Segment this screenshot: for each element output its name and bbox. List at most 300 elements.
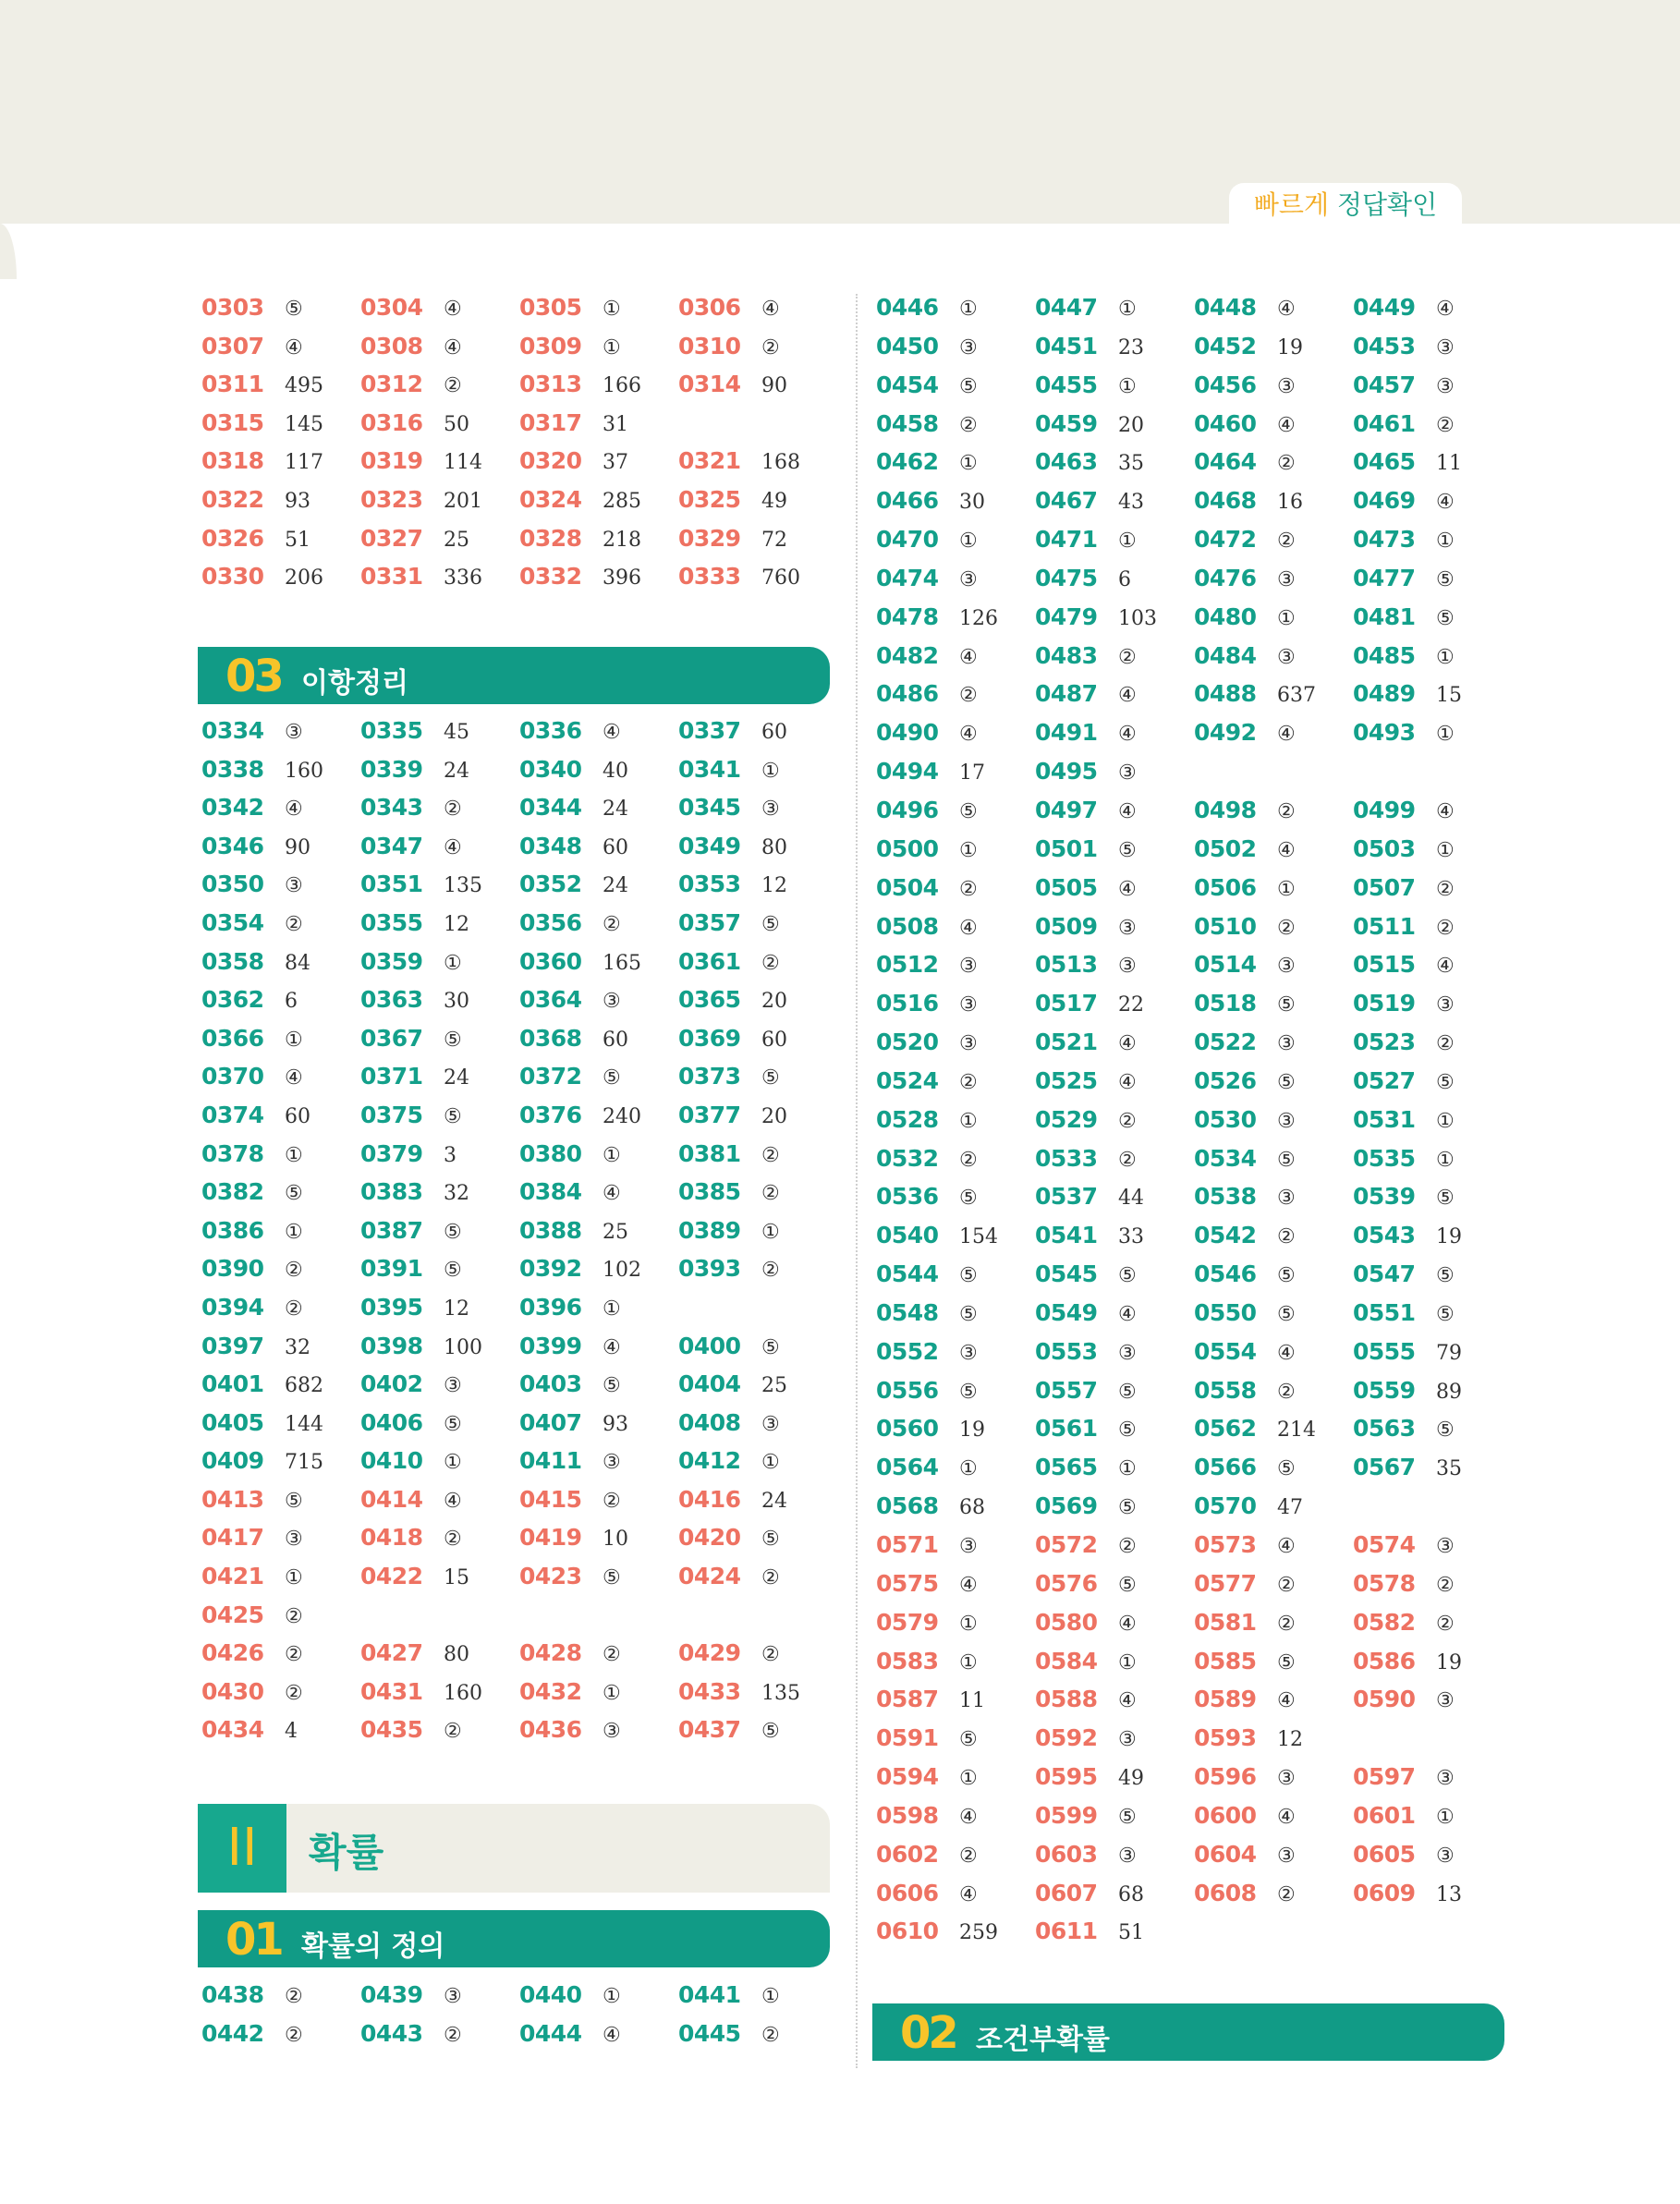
problem-number: 0335	[360, 717, 423, 744]
problem-number: 0328	[519, 524, 582, 552]
problem-number: 0355	[360, 908, 423, 936]
answer-item	[360, 1217, 462, 1244]
answer-item	[1035, 1609, 1137, 1636]
answer-value: ①	[1436, 645, 1455, 669]
problem-number: 0420	[678, 1524, 741, 1552]
column-divider	[856, 294, 858, 2068]
answer-item	[360, 2020, 462, 2047]
problem-number: 0303	[201, 294, 264, 321]
problem-number: 0321	[678, 447, 741, 475]
answer-value: ④	[1118, 684, 1137, 708]
answer-item	[1194, 642, 1296, 669]
answer-item	[519, 1025, 628, 1052]
section-number: 02	[900, 2007, 956, 2059]
answer-item	[1035, 1918, 1144, 1944]
answer-item	[1194, 1145, 1296, 1172]
answer-item	[678, 1409, 780, 1436]
answer-value: ②	[959, 684, 978, 708]
problem-number: 0421	[201, 1563, 264, 1590]
problem-number: 0393	[678, 1255, 741, 1283]
answer-value: ③	[1277, 955, 1296, 979]
chapter-number: II	[226, 1818, 258, 1878]
answer-value: ②	[1277, 799, 1296, 823]
answer-value: 201	[444, 489, 482, 513]
answer-value: ③	[959, 567, 978, 591]
problem-number: 0395	[360, 1293, 423, 1321]
problem-number: 0469	[1353, 487, 1416, 515]
problem-number: 0350	[201, 871, 264, 898]
answer-item	[201, 1333, 310, 1359]
answer-value: ②	[1277, 1612, 1296, 1636]
answer-item	[1353, 1338, 1462, 1365]
answer-item	[1353, 1299, 1455, 1326]
problem-number: 0386	[201, 1216, 264, 1244]
answer-item	[201, 1409, 323, 1436]
answer-value: ⑤	[1277, 1457, 1296, 1481]
answer-item	[1035, 1531, 1137, 1558]
answer-item	[876, 990, 978, 1017]
problem-number: 0389	[678, 1216, 741, 1244]
answer-item	[876, 1570, 978, 1597]
answer-item	[201, 1981, 303, 2008]
answer-value: ③	[1277, 645, 1296, 669]
answer-value: 60	[603, 1028, 628, 1052]
answer-item	[519, 1140, 621, 1167]
problem-number: 0311	[201, 371, 264, 398]
answer-item	[1353, 1029, 1455, 1055]
problem-number: 0374	[201, 1101, 264, 1128]
problem-number: 0325	[678, 485, 741, 513]
problem-number: 0516	[876, 990, 939, 1017]
answer-item	[1353, 1802, 1455, 1829]
answer-item	[1035, 913, 1137, 940]
answer-item	[678, 1639, 780, 1666]
answer-value: 126	[959, 606, 998, 630]
answer-item	[876, 1299, 978, 1326]
answer-value: ②	[285, 1297, 303, 1321]
answer-item	[201, 2020, 303, 2047]
problem-number: 0503	[1353, 834, 1416, 862]
answer-item	[1035, 797, 1137, 823]
problem-number: 0345	[678, 794, 741, 822]
answer-item	[360, 1524, 462, 1551]
answer-item	[360, 1716, 462, 1743]
answer-item	[1194, 1763, 1296, 1790]
answer-item	[360, 1178, 469, 1205]
problem-number: 0437	[678, 1716, 741, 1744]
answer-value: ④	[1436, 491, 1455, 515]
problem-number: 0517	[1035, 990, 1098, 1017]
answer-item	[360, 1447, 462, 1474]
answer-value: ②	[285, 1604, 303, 1628]
answer-value: ②	[1277, 1882, 1296, 1906]
answer-item	[201, 948, 310, 975]
answer-value: 35	[1436, 1457, 1462, 1481]
answer-item	[1035, 719, 1137, 746]
problem-number: 0399	[519, 1332, 582, 1359]
problem-number: 0476	[1194, 564, 1257, 591]
answer-item	[201, 1063, 303, 1090]
problem-number: 0397	[201, 1332, 264, 1359]
answer-value: 240	[603, 1104, 641, 1128]
answer-value: ④	[1277, 1535, 1296, 1558]
problem-number: 0504	[876, 873, 939, 901]
answer-item	[360, 1563, 469, 1589]
problem-number: 0431	[360, 1677, 423, 1705]
problem-number: 0354	[201, 908, 264, 936]
answer-value: ②	[1118, 645, 1137, 669]
problem-number: 0511	[1353, 912, 1416, 940]
answer-value: ②	[761, 2023, 780, 2047]
answer-item	[360, 1255, 462, 1282]
answer-value: 19	[959, 1419, 985, 1443]
answer-value: ③	[1277, 1767, 1296, 1791]
problem-number: 0367	[360, 1024, 423, 1052]
answer-value: ⑤	[603, 1066, 621, 1090]
answer-value: 33	[1118, 1225, 1144, 1249]
problem-number: 0387	[360, 1216, 423, 1244]
answer-value: 60	[761, 721, 787, 744]
answer-value: 31	[603, 412, 628, 436]
answer-item	[876, 680, 978, 707]
answer-item	[678, 1140, 780, 1167]
problem-number: 0466	[876, 487, 939, 515]
answer-value: ③	[603, 1720, 621, 1744]
problem-number: 0341	[678, 755, 741, 783]
answer-item	[360, 1025, 462, 1052]
problem-number: 0333	[678, 563, 741, 591]
answer-item	[876, 1724, 978, 1751]
answer-item	[1035, 1724, 1137, 1751]
answer-item	[1035, 758, 1137, 785]
answer-value: 12	[444, 1297, 469, 1321]
answer-value: ④	[603, 1182, 621, 1206]
answer-value: 20	[761, 990, 787, 1014]
answer-item	[1353, 1531, 1455, 1558]
answer-item	[360, 447, 482, 474]
problem-number: 0339	[360, 755, 423, 783]
problem-number: 0428	[519, 1639, 582, 1667]
problem-number: 0305	[519, 294, 582, 321]
answer-item	[201, 1025, 303, 1052]
answer-value: 102	[603, 1259, 641, 1283]
problem-number: 0364	[519, 986, 582, 1014]
problem-number: 0487	[1035, 680, 1098, 708]
answer-item	[360, 1678, 482, 1705]
answer-value: ④	[285, 335, 303, 359]
problem-number: 0338	[201, 755, 264, 783]
answer-item	[876, 294, 978, 321]
problem-number: 0402	[360, 1370, 423, 1398]
answer-value: ③	[1118, 1844, 1137, 1868]
problem-number: 0588	[1035, 1686, 1098, 1713]
answer-value: ①	[603, 1681, 621, 1705]
answer-value: ⑤	[1436, 1187, 1455, 1211]
answer-item	[1035, 603, 1157, 630]
answer-item	[876, 1454, 978, 1480]
answer-value: ①	[603, 1297, 621, 1321]
problem-number: 0412	[678, 1447, 741, 1475]
answer-value: ⑤	[1277, 1070, 1296, 1094]
problem-number: 0369	[678, 1024, 741, 1052]
problem-number: 0330	[201, 563, 264, 591]
problem-number: 0371	[360, 1063, 423, 1090]
answer-item	[201, 1294, 303, 1321]
answer-value: ⑤	[444, 1412, 462, 1436]
answer-value: ④	[959, 1805, 978, 1829]
answer-value: ④	[1277, 298, 1296, 321]
problem-number: 0309	[519, 332, 582, 359]
answer-item	[201, 1102, 310, 1128]
problem-number: 0419	[519, 1524, 582, 1552]
answer-value: ①	[285, 1566, 303, 1590]
answer-item	[1194, 603, 1296, 630]
answer-value: ②	[1277, 1573, 1296, 1597]
problem-number: 0590	[1353, 1686, 1416, 1713]
answer-value: ④	[1118, 1612, 1137, 1636]
problem-number: 0591	[876, 1724, 939, 1752]
answer-item	[876, 603, 998, 630]
problem-number: 0520	[876, 1029, 939, 1056]
answer-value: ②	[444, 798, 462, 822]
problem-number: 0380	[519, 1139, 582, 1167]
answer-item	[519, 1333, 621, 1359]
answer-value: 103	[1118, 606, 1157, 630]
answer-item	[1353, 1260, 1455, 1287]
problem-number: 0501	[1035, 834, 1098, 862]
problem-number: 0568	[876, 1492, 939, 1520]
answer-item	[876, 835, 978, 862]
answer-value: 19	[1277, 335, 1303, 359]
problem-number: 0473	[1353, 526, 1416, 554]
answer-item	[1194, 1570, 1296, 1597]
problem-number: 0331	[360, 563, 423, 591]
answer-value: ②	[1277, 1380, 1296, 1404]
problem-number: 0567	[1353, 1454, 1416, 1481]
problem-number: 0557	[1035, 1376, 1098, 1404]
answer-value: ⑤	[1118, 1419, 1137, 1443]
answer-item	[360, 1639, 469, 1666]
problem-number: 0465	[1353, 448, 1416, 476]
answer-value: ⑤	[1277, 993, 1296, 1017]
problem-number: 0578	[1353, 1569, 1416, 1597]
answer-item	[1353, 1106, 1455, 1133]
problem-number: 0390	[201, 1255, 264, 1283]
answer-item	[678, 1217, 780, 1244]
answer-item	[360, 525, 469, 552]
answer-item	[1353, 719, 1455, 746]
answer-item	[1035, 1029, 1137, 1055]
problem-number: 0551	[1353, 1298, 1416, 1326]
problem-number: 0360	[519, 947, 582, 975]
problem-number: 0519	[1353, 990, 1416, 1017]
answer-item	[876, 719, 978, 746]
problem-number: 0329	[678, 524, 741, 552]
problem-number: 0492	[1194, 719, 1257, 747]
answer-value: ②	[959, 1070, 978, 1094]
answer-value: 285	[603, 489, 641, 513]
problem-number: 0453	[1353, 332, 1416, 359]
answer-item	[678, 1716, 780, 1743]
answer-value: ⑤	[1436, 1419, 1455, 1443]
problem-number: 0494	[876, 758, 939, 785]
answer-value: ③	[1277, 1844, 1296, 1868]
answer-item	[1035, 1570, 1137, 1597]
answer-value: 135	[761, 1681, 800, 1705]
answer-value: 89	[1436, 1380, 1462, 1404]
problem-number: 0528	[876, 1105, 939, 1133]
answer-item	[1194, 410, 1296, 437]
problem-number: 0554	[1194, 1337, 1257, 1365]
answer-value: 40	[603, 759, 628, 783]
problem-number: 0352	[519, 871, 582, 898]
answer-value: ③	[1436, 1689, 1455, 1713]
problem-number: 0553	[1035, 1337, 1098, 1365]
problem-number: 0327	[360, 524, 423, 552]
answer-value: ⑤	[1277, 1148, 1296, 1172]
problem-number: 0411	[519, 1447, 582, 1475]
problem-number: 0545	[1035, 1260, 1098, 1288]
problem-number: 0611	[1035, 1918, 1098, 1945]
answer-value: ③	[959, 993, 978, 1017]
problem-number: 0585	[1194, 1647, 1257, 1674]
answer-value: ①	[761, 759, 780, 783]
problem-number: 0414	[360, 1485, 423, 1513]
answer-value: ②	[761, 1143, 780, 1167]
answer-value: 11	[1436, 452, 1462, 476]
problem-number: 0509	[1035, 912, 1098, 940]
answer-value: ②	[1277, 1225, 1296, 1249]
answer-item	[1035, 1338, 1137, 1365]
answer-value: 715	[285, 1451, 323, 1475]
answer-value: ③	[1277, 1187, 1296, 1211]
answer-value: ②	[1436, 916, 1455, 940]
answer-value: 49	[1118, 1767, 1144, 1791]
problem-number: 0512	[876, 951, 939, 979]
problem-number: 0589	[1194, 1686, 1257, 1713]
answer-item	[1353, 951, 1455, 978]
answer-value: 51	[1118, 1921, 1144, 1945]
answer-value: ⑤	[959, 1380, 978, 1404]
problem-number: 0533	[1035, 1144, 1098, 1172]
answer-item	[201, 986, 298, 1013]
section-banner-03	[198, 647, 830, 704]
problem-number: 0401	[201, 1370, 264, 1398]
answer-value: ④	[1118, 877, 1137, 901]
answer-item	[1194, 1686, 1296, 1712]
problem-number: 0449	[1353, 294, 1416, 321]
problem-number: 0595	[1035, 1763, 1098, 1791]
answer-value: ③	[1118, 916, 1137, 940]
answer-item	[678, 909, 780, 936]
answer-item	[201, 1178, 303, 1205]
problem-number: 0542	[1194, 1222, 1257, 1249]
answer-item	[678, 1563, 780, 1589]
answer-value: ②	[285, 2023, 303, 2047]
answer-item	[678, 717, 787, 744]
problem-number: 0353	[678, 871, 741, 898]
answer-item	[1194, 1724, 1303, 1751]
problem-number: 0493	[1353, 719, 1416, 747]
answer-item	[1353, 371, 1455, 398]
answer-value: 60	[603, 835, 628, 859]
answer-item	[876, 448, 978, 475]
answer-item	[1194, 1880, 1296, 1906]
section-title: 확률의 정의	[301, 1930, 445, 1963]
answer-value: 23	[1118, 335, 1144, 359]
answer-value: ③	[603, 990, 621, 1014]
problem-number: 0579	[876, 1608, 939, 1636]
answer-item	[360, 909, 469, 936]
problem-number: 0432	[519, 1677, 582, 1705]
answer-value: ⑤	[285, 1489, 303, 1513]
problem-number: 0324	[519, 485, 582, 513]
answer-value: 214	[1277, 1419, 1316, 1443]
section-banner-01	[198, 1910, 830, 1967]
answer-item	[201, 1255, 303, 1282]
answer-value: ⑤	[603, 1566, 621, 1590]
answer-value: ④	[959, 645, 978, 669]
problem-number: 0370	[201, 1063, 264, 1090]
answer-item	[519, 833, 628, 859]
problem-number: 0326	[201, 524, 264, 552]
answer-value: ③	[959, 335, 978, 359]
answer-value: ②	[444, 1720, 462, 1744]
answer-value: ③	[959, 955, 978, 979]
problem-number: 0320	[519, 447, 582, 475]
problem-number: 0566	[1194, 1454, 1257, 1481]
problem-number: 0308	[360, 332, 423, 359]
answer-item	[1353, 1763, 1455, 1790]
problem-number: 0418	[360, 1524, 423, 1552]
answer-value: ①	[1118, 530, 1137, 554]
answer-value: ⑤	[603, 1374, 621, 1398]
answer-item	[360, 294, 462, 321]
problem-number: 0483	[1035, 641, 1098, 669]
answer-item	[1035, 1106, 1137, 1133]
answer-item	[519, 563, 641, 590]
answer-value: ④	[1277, 1341, 1296, 1365]
problem-number: 0435	[360, 1716, 423, 1744]
answer-item	[1035, 1802, 1137, 1829]
answer-item	[1035, 526, 1137, 553]
answer-item	[1035, 1299, 1137, 1326]
answer-item	[1035, 1260, 1137, 1287]
answer-value: ①	[1436, 530, 1455, 554]
problem-number: 0377	[678, 1101, 741, 1128]
problem-number: 0479	[1035, 603, 1098, 630]
answer-value: 25	[444, 528, 469, 552]
answer-item	[876, 526, 978, 553]
answer-item	[1035, 1377, 1137, 1404]
answer-value: ③	[1277, 374, 1296, 398]
answer-item	[1353, 448, 1462, 475]
answer-value: ⑤	[444, 1028, 462, 1052]
answer-value: ③	[444, 1985, 462, 2008]
answer-item	[519, 333, 621, 359]
answer-value: ⑤	[761, 1528, 780, 1552]
answer-item	[360, 563, 482, 590]
answer-item	[1353, 487, 1455, 514]
problem-number: 0363	[360, 986, 423, 1014]
answer-value: ④	[959, 1882, 978, 1906]
answer-item	[201, 717, 303, 744]
problem-number: 0583	[876, 1647, 939, 1674]
problem-number: 0478	[876, 603, 939, 630]
answer-value: 20	[1118, 413, 1144, 437]
answer-item	[1353, 1880, 1462, 1906]
answer-item	[876, 1531, 978, 1558]
